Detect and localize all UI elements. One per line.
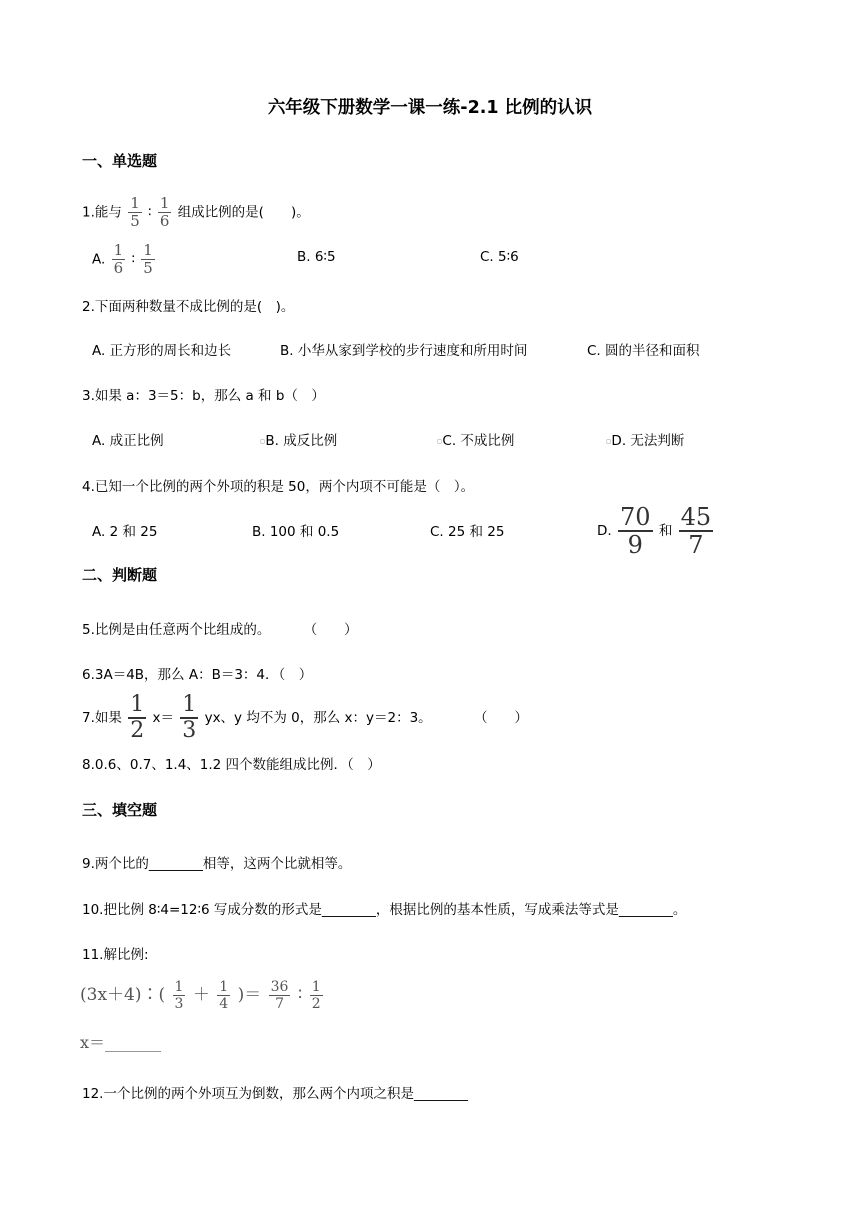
question-3: 3.如果 a：3＝5：b，那么 a 和 b（ ） <box>82 388 325 404</box>
question-11: 11.解比例: <box>82 947 149 963</box>
denominator: 3 <box>182 718 197 743</box>
q1-option-b[interactable]: B. 6∶5 <box>297 249 336 265</box>
question-7-suffix: yx、y 均不为 0，那么 x：y＝2：3。 <box>204 710 432 726</box>
option-text: C. 不成比例 <box>442 433 515 449</box>
q3-option-a[interactable]: A. 成正比例 <box>92 433 164 449</box>
numerator: 1 <box>130 194 140 212</box>
fraction <box>112 243 126 276</box>
equation <box>80 980 325 1011</box>
denominator: 7 <box>688 531 704 559</box>
section-heading-single-choice: 一、单选题 <box>82 152 158 170</box>
q4-option-c[interactable]: C. 25 和 25 <box>430 524 505 540</box>
denominator: 9 <box>627 531 643 559</box>
equation-part: ∶ <box>297 985 303 1005</box>
equation-part: )＝ <box>237 985 262 1005</box>
numerator: 1 <box>174 979 184 995</box>
question-1-suffix: 组成比例的是( )。 <box>177 204 310 221</box>
numerator: 1 <box>311 979 321 995</box>
numerator: 1 <box>113 241 124 259</box>
fraction <box>679 505 714 557</box>
q4-option-a[interactable]: A. 2 和 25 <box>92 524 158 540</box>
q2-option-a[interactable]: A. 正方形的周长和边长 <box>92 343 232 359</box>
fraction <box>128 196 142 229</box>
question-1 <box>82 196 310 229</box>
q3-option-d[interactable] <box>606 429 684 449</box>
numerator: 1 <box>130 692 145 717</box>
question-12: 12.一个比例的两个外项互为倒数，那么两个内项之积是________ <box>82 1086 468 1102</box>
equation-part: (3x＋4)∶( <box>80 985 166 1005</box>
fraction <box>173 980 186 1011</box>
denominator: 4 <box>219 996 229 1012</box>
denominator: 5 <box>143 259 153 277</box>
bullet-icon: ▫ <box>606 436 612 446</box>
question-7-prefix: 7.如果 <box>82 710 122 726</box>
numerator: 1 <box>143 241 153 259</box>
question-7 <box>82 694 528 742</box>
fraction <box>269 980 291 1011</box>
numerator: 1 <box>159 194 170 212</box>
denominator: 6 <box>159 212 170 230</box>
bullet-icon: ▫ <box>437 436 443 446</box>
fraction <box>217 980 230 1011</box>
fraction <box>310 980 323 1011</box>
section-heading-fill-blank: 三、填空题 <box>82 801 158 819</box>
question-7-mid: x＝ <box>152 710 174 726</box>
question-6: 6.3A＝4B，那么 A：B＝3：4．（ ） <box>82 667 313 683</box>
fraction <box>158 196 172 229</box>
q1-option-c[interactable]: C. 5∶6 <box>480 249 519 265</box>
option-text: B. 成反比例 <box>265 433 338 449</box>
fraction <box>141 243 155 276</box>
q3-option-c[interactable] <box>437 429 514 449</box>
option-label: A. <box>92 251 106 268</box>
option-text: D. 无法判断 <box>611 433 685 449</box>
denominator: 5 <box>130 212 140 230</box>
denominator: 2 <box>311 996 321 1012</box>
equation-part: ＋ <box>192 985 210 1005</box>
answer-blank[interactable]: （ ） <box>473 710 528 726</box>
option-label: D. <box>597 523 612 539</box>
q1-option-a[interactable] <box>92 243 157 276</box>
q2-option-c[interactable]: C. 圆的半径和面积 <box>587 343 700 359</box>
question-8: 8.0.6、0.7、1.4、1.2 四个数能组成比例．（ ） <box>82 757 381 773</box>
ratio-colon: ∶ <box>131 251 135 268</box>
numerator: 36 <box>270 979 289 995</box>
section-heading-true-false: 二、判断题 <box>82 566 158 584</box>
question-1-prefix: 1.能与 <box>82 204 122 221</box>
answer-line[interactable]: x＝_______ <box>80 1033 162 1052</box>
fraction <box>180 694 198 742</box>
question-2: 2.下面两种数量不成比例的是( )。 <box>82 299 295 315</box>
question-5 <box>82 618 358 638</box>
denominator: 2 <box>130 718 145 743</box>
answer-blank[interactable]: （ ） <box>310 622 358 638</box>
denominator: 7 <box>275 996 285 1012</box>
page-title: 六年级下册数学一课一练-2.1 比例的认识 <box>267 98 593 118</box>
option-text: 和 <box>658 523 673 539</box>
numerator: 1 <box>219 979 229 995</box>
fraction <box>128 694 146 742</box>
bullet-icon: ▫ <box>260 436 266 446</box>
numerator: 70 <box>619 503 651 531</box>
denominator: 6 <box>113 259 124 277</box>
q3-option-b[interactable] <box>260 429 337 449</box>
question-text: 5.比例是由任意两个比组成的。 <box>82 622 271 638</box>
question-4: 4.已知一个比例的两个外项的积是 50，两个内项不可能是（ ）。 <box>82 479 475 495</box>
numerator: 45 <box>680 503 712 531</box>
ratio-colon: ∶ <box>148 204 152 221</box>
numerator: 1 <box>182 692 197 717</box>
question-9: 9.两个比的________相等，这两个比就相等。 <box>82 856 352 872</box>
q4-option-d[interactable] <box>597 505 715 557</box>
fraction <box>618 505 653 557</box>
q2-option-b[interactable]: B. 小华从家到学校的步行速度和所用时间 <box>280 343 528 359</box>
q4-option-b[interactable]: B. 100 和 0.5 <box>252 524 340 540</box>
question-10: 10.把比例 8∶4=12∶6 写成分数的形式是________，根据比例的基本性质，写成乘法等式是________。 <box>82 902 687 918</box>
denominator: 3 <box>174 996 184 1012</box>
